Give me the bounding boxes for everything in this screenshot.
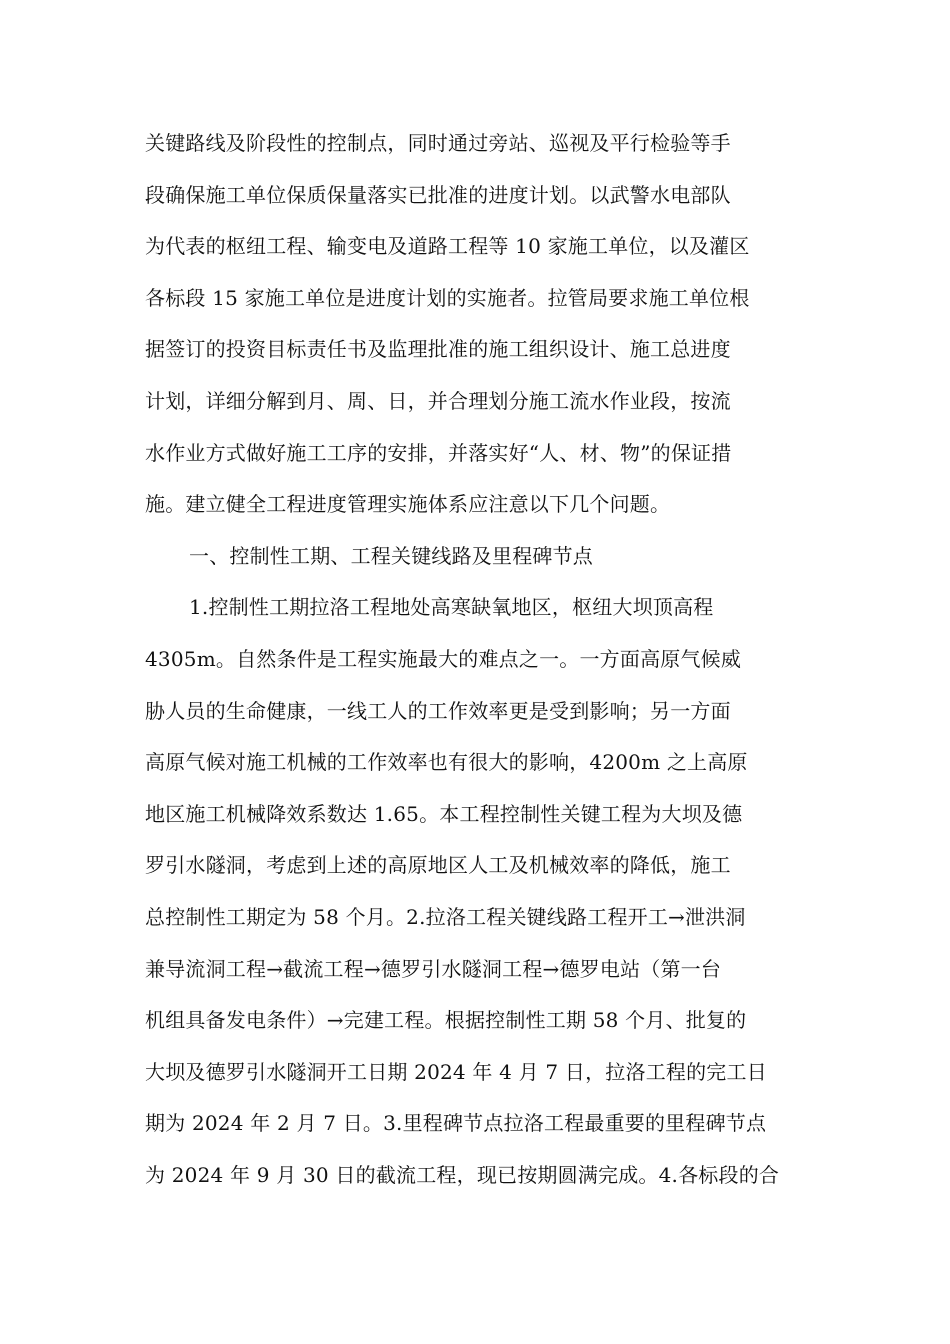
text-line-20: 期为 2024 年 2 月 7 日。3.里程碑节点拉洛工程最重要的里程碑节点: [145, 1111, 767, 1136]
text-line-19: 大坝及德罗引水隧洞开工日期 2024 年 4 月 7 日，拉洛工程的完工日: [145, 1059, 767, 1084]
text-line-14: 地区施工机械降效系数达 1.65。本工程控制性关键工程为大坝及德: [145, 801, 743, 826]
text-line-12: 胁人员的生命健康，一线工人的工作效率更是受到影响；另一方面: [145, 698, 731, 723]
text-line-11: 4305m。自然条件是工程实施最大的难点之一。一方面高原气候威: [145, 646, 742, 671]
text-line-4: 各标段 15 家施工单位是进度计划的实施者。拉管局要求施工单位根: [145, 285, 750, 310]
text-line-6: 计划，详细分解到月、周、日，并合理划分施工流水作业段，按流: [145, 388, 731, 413]
text-line-16: 总控制性工期定为 58 个月。2.拉洛工程关键线路工程开工→泄洪洞: [145, 904, 746, 929]
text-line-21: 为 2024 年 9 月 30 日的截流工程，现已按期圆满完成。4.各标段的合: [145, 1162, 780, 1187]
text-line-7: 水作业方式做好施工工序的安排，并落实好“人、材、物”的保证措: [145, 440, 732, 465]
text-line-5: 据签订的投资目标责任书及监理批准的施工组织设计、施工总进度: [145, 337, 731, 362]
text-line-15: 罗引水隧洞，考虑到上述的高原地区人工及机械效率的降低，施工: [145, 853, 731, 878]
text-line-18: 机组具备发电条件）→完建工程。根据控制性工期 58 个月、批复的: [145, 1008, 747, 1033]
text-line-8: 施。建立健全工程进度管理实施体系应注意以下几个问题。: [145, 492, 671, 517]
section-heading: 一、控制性工期、工程关键线路及里程碑节点: [189, 543, 593, 568]
text-line-13: 高原气候对施工机械的工作效率也有很大的影响，4200m 之上高原: [145, 750, 748, 775]
body-text: [145, 118, 815, 1201]
text-line-3: 为代表的枢纽工程、输变电及道路工程等 10 家施工单位，以及灌区: [145, 234, 750, 259]
text-line-1: 关键路线及阶段性的控制点，同时通过旁站、巡视及平行检验等手: [145, 131, 731, 155]
text-line-2: 段确保施工单位保质保量落实已批准的进度计划。以武警水电部队: [145, 182, 731, 207]
text-line-10: 1.控制性工期拉洛工程地处高寒缺氧地区，枢纽大坝顶高程: [189, 595, 714, 620]
text-line-17: 兼导流洞工程→截流工程→德罗引水隧洞工程→德罗电站（第一台: [145, 956, 722, 981]
